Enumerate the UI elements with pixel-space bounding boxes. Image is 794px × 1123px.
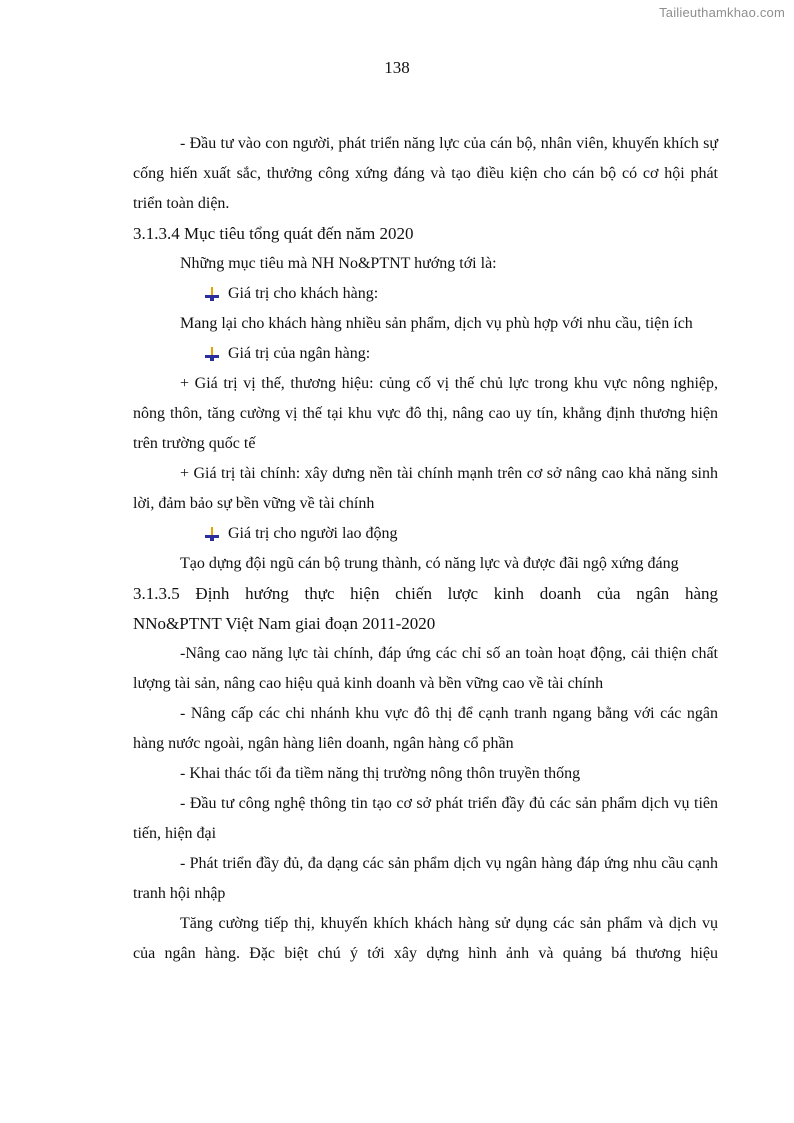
- section-heading-continued: NNo&PTNT Việt Nam giai đoạn 2011-2020: [133, 614, 436, 633]
- paragraph: - Khai thác tối đa tiềm năng thị trường nông thôn truyền thống: [180, 765, 581, 782]
- bullet-item: [133, 279, 718, 309]
- bullet-text: Giá trị cho người lao động: [228, 525, 398, 542]
- section-heading: 3.1.3.4 Mục tiêu tổng quát đến năm 2020: [133, 224, 414, 243]
- bullet-item: [133, 339, 718, 369]
- bullet-item: [133, 519, 718, 549]
- paragraph: + Giá trị tài chính: xây dưng nền tài chính mạnh trên cơ sở nâng cao khả năng sinh lời, đảm bảo sự bền vững về tài chính: [133, 465, 718, 512]
- paragraph: - Nâng cấp các chi nhánh khu vực đô thị để cạnh tranh ngang bằng với các ngân hàng nước ngoài, ngân hàng liên doanh, ngân hàng cổ phần: [133, 705, 718, 752]
- pushpin-bullet-icon: [204, 286, 220, 302]
- paragraph: + Giá trị vị thế, thương hiệu: củng cố vị thế chủ lực trong khu vực nông nghiệp, nông thôn, tăng cường vị thế tại khu vực đô thị, nâng cao uy tín, khẳng định thương hiện trên trường quốc tế: [133, 375, 718, 452]
- paragraph: - Phát triển đầy đủ, đa dạng các sản phẩm dịch vụ ngân hàng đáp ứng nhu cầu cạnh tranh hội nhập: [133, 855, 718, 902]
- pushpin-bullet-icon: [204, 346, 220, 362]
- bullet-text: Giá trị của ngân hàng:: [228, 345, 371, 362]
- watermark: Tailieuthamkhao.com: [659, 5, 785, 20]
- paragraph: Tạo dựng đội ngũ cán bộ trung thành, có năng lực và được đãi ngộ xứng đáng: [180, 555, 679, 572]
- paragraph: Mang lại cho khách hàng nhiều sản phẩm, dịch vụ phù hợp với nhu cầu, tiện ích: [180, 315, 693, 332]
- bullet-text: Giá trị cho khách hàng:: [228, 285, 379, 302]
- paragraph: - Đầu tư vào con người, phát triển năng lực của cán bộ, nhân viên, khuyến khích sự cống hiến xuất sắc, thưởng công xứng đáng và tạo điều kiện cho cán bộ có cơ hội phát triển toàn diện.: [133, 135, 718, 212]
- paragraph: -Nâng cao năng lực tài chính, đáp ứng các chỉ số an toàn hoạt động, cải thiện chất lượng tài sản, nâng cao hiệu quả kinh doanh và bền vững cao về tài chính: [133, 645, 718, 692]
- paragraph: Những mục tiêu mà NH No&PTNT hướng tới là:: [180, 255, 497, 272]
- page-number: 138: [384, 58, 410, 77]
- section-heading: 3.1.3.5 Định hướng thực hiện chiến lược kinh doanh của ngân hàng: [133, 584, 718, 603]
- paragraph: Tăng cường tiếp thị, khuyến khích khách hàng sử dụng các sản phẩm và dịch vụ của ngân hàng. Đặc biệt chú ý tới xây dựng hình ảnh và quảng bá thương hiệu: [133, 915, 718, 962]
- paragraph: - Đầu tư công nghệ thông tin tạo cơ sở phát triển đầy đủ các sản phẩm dịch vụ tiên tiến, hiện đại: [133, 795, 718, 842]
- pushpin-bullet-icon: [204, 526, 220, 542]
- document-body: [133, 129, 718, 969]
